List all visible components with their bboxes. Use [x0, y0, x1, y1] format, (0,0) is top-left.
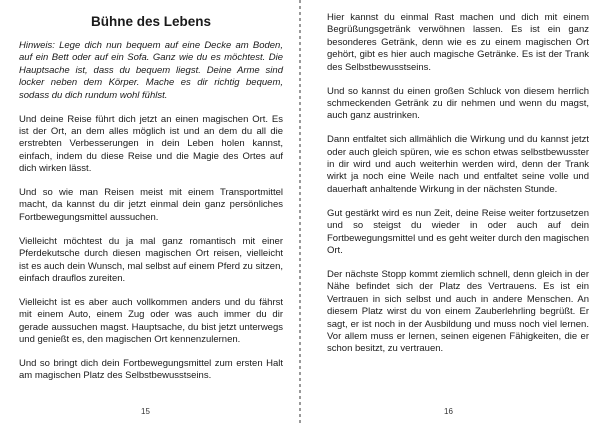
- left-page: [0, 0, 299, 424]
- right-paragraph: Der nächste Stopp kommt ziemlich schnell, denn gleich in der Nähe befindet sich der Platz des Vertrauens. Es ist ein Vertrauen in sich selbst und auch in andere Menschen. An diesem Platz wirst du von einem Zauberlehrling begrüßt. Er sagt, er ist noch in der Ausbildung und muss noch viel lernen. Vor allem muss er lernen, seinen eigenen Fähigkeiten, die er schon besitzt, zu vertrauen.: [327, 268, 589, 355]
- right-paragraph: Und so kannst du einen großen Schluck von diesem herrlich schmeckenden Getränk zu dir nehmen und wenn du magst, auch ganz austrinken.: [327, 85, 589, 122]
- page-number-right: 16: [444, 407, 453, 416]
- page-number-left: 15: [141, 407, 150, 416]
- left-paragraph: Und so wie man Reisen meist mit einem Transportmittel macht, da kannst du dir jetzt einmal dein ganz persönliches Fortbewegungsmittel aussuchen.: [19, 187, 283, 223]
- right-paragraph: Gut gestärkt wird es nun Zeit, deine Reise weiter fortzusetzen und so steigst du wieder in oder auch auf dein Fortbewegungsmittel und es geht weiter durch den magischen Ort.: [327, 207, 589, 256]
- chapter-title: Bühne des Lebens: [90, 14, 212, 29]
- left-paragraph: Und so bringt dich dein Fortbewegungsmittel zum ersten Halt am magischen Platz des Selbstbewusstseins.: [19, 358, 283, 382]
- left-paragraph: Und deine Reise führt dich jetzt an einen magischen Ort. Es ist der Ort, an dem alles möglich ist und an dem du all die erstrebten Verbesserungen in dein Leben holen kannst, einfach, indem du diese Reise und die Magie des Ortes auf dich wirken lässt.: [19, 113, 283, 175]
- left-paragraph: Vielleicht ist es aber auch vollkommen anders und du fährst mit einem Auto, einem Zug oder was auch immer du dir gerade aussuchen magst. Hauptsache, du bist jetzt unterwegs und genießt es, den magischen Ort kennenzulernen.: [19, 296, 283, 346]
- right-page: [301, 0, 600, 424]
- right-page-content: [327, 12, 589, 367]
- right-paragraph: Hier kannst du einmal Rast machen und dich mit einem Begrüßungsgetränk verwöhnen lassen. Es ist ein ganz besonderes Getränk, denn wie es zu einem magischen Ort gehört, gibt es hier auch magische Getränke. Es ist der Trank des Selbstbewusstseins.: [327, 12, 589, 73]
- right-paragraph: Dann entfaltet sich allmählich die Wirkung und du kannst jetzt oder auch gleich spüren, wie es schon etwas selbstbewusster in dir wird und auch weiterhin werden wird, denn der Trank wirkt ja noch eine Weile nach und entfaltet seine volle und dauerhaft anhaltende Wirkung in der nächsten Stunde.: [327, 134, 589, 195]
- left-paragraph: Vielleicht möchtest du ja mal ganz romantisch mit einer Pferdekutsche durch diesen magischen Ort reisen, vielleicht ist es auch dein Wunsch, mal selbst auf einem Pferd zu sitzen, einfach drauflos zureiten.: [19, 235, 283, 284]
- intro-note: Hinweis: Lege dich nun bequem auf eine Decke am Boden, auf ein Bett oder auf ein Sofa. Ganz wie du es möchtest. Die Hauptsache ist, dass du bequem liegst. Deine Arme sind locker neben dem Körper. Mache es dir richtig bequem, sodass du dich rundum wohl fühlst.: [19, 40, 283, 101]
- left-page-content: [19, 14, 283, 394]
